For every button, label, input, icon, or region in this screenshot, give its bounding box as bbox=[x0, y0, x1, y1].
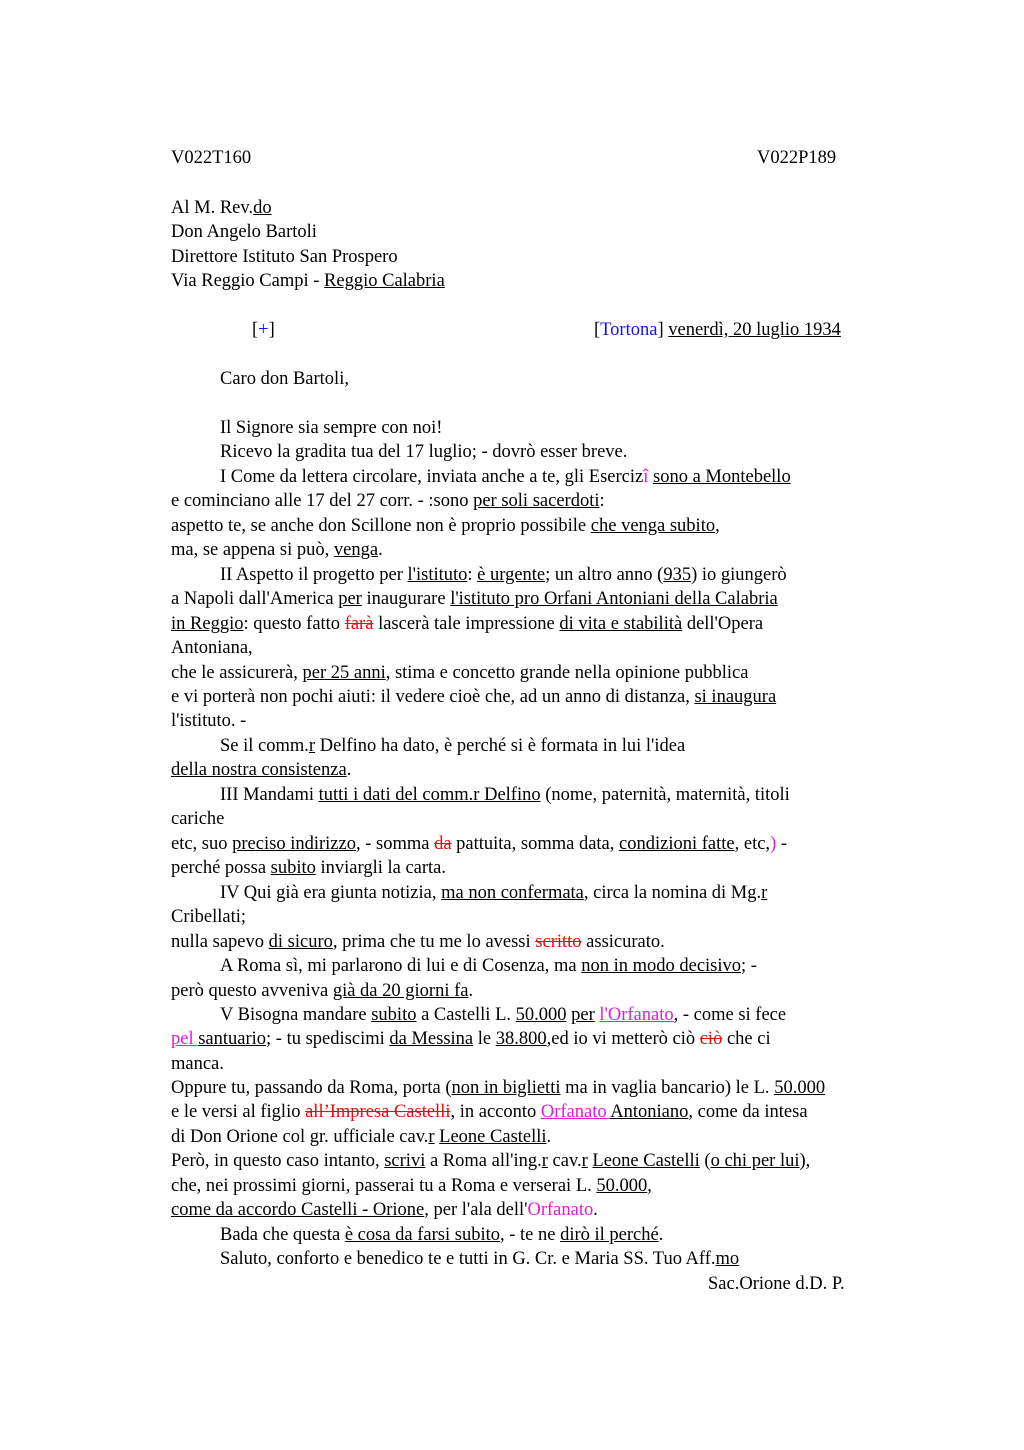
address-line-3: Direttore Istituto San Prospero bbox=[171, 247, 398, 267]
body-line: nulla sapevo di sicuro, prima che tu me lo avessi scritto assicurato. bbox=[171, 932, 665, 952]
body-line: e cominciano alle 17 del 27 corr. - :sono per soli sacerdoti: bbox=[171, 491, 605, 511]
body-line: di Don Orione col gr. ufficiale cav.r Leone Castelli. bbox=[171, 1127, 552, 1147]
body-line: IV Qui già era giunta notizia, ma non confermata, circa la nomina di Mg.r bbox=[220, 883, 768, 903]
address-line-4: Via Reggio Campi - Reggio Calabria bbox=[171, 271, 445, 291]
body-line: in Reggio: questo fatto farà lascerà tale impressione di vita e stabilità dell'Opera bbox=[171, 614, 764, 634]
address-line-1: Al M. Rev.do bbox=[171, 198, 272, 218]
editorial-plus-mark: [+] bbox=[252, 320, 275, 340]
body-line: Antoniana, bbox=[171, 638, 253, 658]
body-line: Oppure tu, passando da Roma, porta (non in biglietti ma in vaglia bancario) le L. 50.000 bbox=[171, 1078, 826, 1098]
body-line: I Come da lettera circolare, inviata anche a te, gli Esercizî sono a Montebello bbox=[220, 467, 791, 487]
document-code-left: V022T160 bbox=[171, 148, 252, 168]
body-line: pel santuario; - tu spediscimi da Messina le 38.800,ed io vi metterò ciò ciò che ci bbox=[171, 1029, 771, 1049]
body-line: Però, in questo caso intanto, scrivi a Roma all'ing.r cav.r Leone Castelli (o chi per lui), bbox=[171, 1151, 811, 1171]
body-line: a Napoli dall'America per inaugurare l'istituto pro Orfani Antoniani della Calabria bbox=[171, 589, 778, 609]
body-line: ma, se appena si può, venga. bbox=[171, 540, 383, 560]
address-line-2: Don Angelo Bartoli bbox=[171, 222, 317, 242]
body-line: II Aspetto il progetto per l'istituto: è urgente; un altro anno (935) io giungerò bbox=[220, 565, 787, 585]
document-code-right: V022P189 bbox=[757, 148, 837, 168]
body-line: l'istituto. - bbox=[171, 711, 247, 731]
body-line: manca. bbox=[171, 1054, 224, 1074]
signature: Sac.Orione d.D. P. bbox=[708, 1274, 845, 1294]
dateline: [Tortona] venerdì, 20 luglio 1934 bbox=[594, 320, 841, 340]
body-line: perché possa subito inviargli la carta. bbox=[171, 858, 447, 878]
body-line: Se il comm.r Delfino ha dato, è perché si è formata in lui l'idea bbox=[220, 736, 686, 756]
body-line: della nostra consistenza. bbox=[171, 760, 352, 780]
body-line: Saluto, conforto e benedico te e tutti in G. Cr. e Maria SS. Tuo Aff.mo bbox=[220, 1249, 740, 1269]
body-line: Bada che questa è cosa da farsi subito, - te ne dirò il perché. bbox=[220, 1225, 664, 1245]
body-line: Ricevo la gradita tua del 17 luglio; - dovrò esser breve. bbox=[220, 442, 628, 462]
body-line: A Roma sì, mi parlarono di lui e di Cosenza, ma non in modo decisivo; - bbox=[220, 956, 757, 976]
body-line: etc, suo preciso indirizzo, - somma da pattuita, somma data, condizioni fatte, etc,) - bbox=[171, 834, 788, 854]
body-line: e vi porterà non pochi aiuti: il vedere cioè che, ad un anno di distanza, si inaugura bbox=[171, 687, 777, 707]
body-line: e le versi al figlio all’Impresa Castelli, in acconto Orfanato Antoniano, come da intesa bbox=[171, 1102, 808, 1122]
body-line: V Bisogna mandare subito a Castelli L. 50.000 per l'Orfanato, - come si fece bbox=[220, 1005, 787, 1025]
body-line: III Mandami tutti i dati del comm.r Delfino (nome, paternità, maternità, titoli bbox=[220, 785, 790, 805]
body-line: che le assicurerà, per 25 anni, stima e concetto grande nella opinione pubblica bbox=[171, 663, 749, 683]
body-line: come da accordo Castelli - Orione, per l'ala dell'Orfanato. bbox=[171, 1200, 598, 1220]
salutation: Caro don Bartoli, bbox=[220, 369, 349, 389]
body-line: Cribellati; bbox=[171, 907, 247, 927]
body-line: Il Signore sia sempre con noi! bbox=[220, 418, 443, 438]
body-line: aspetto te, se anche don Scillone non è proprio possibile che venga subito, bbox=[171, 516, 720, 536]
body-line: che, nei prossimi giorni, passerai tu a Roma e verserai L. 50.000, bbox=[171, 1176, 652, 1196]
body-line: però questo avveniva già da 20 giorni fa. bbox=[171, 981, 474, 1001]
body-line: cariche bbox=[171, 809, 225, 829]
